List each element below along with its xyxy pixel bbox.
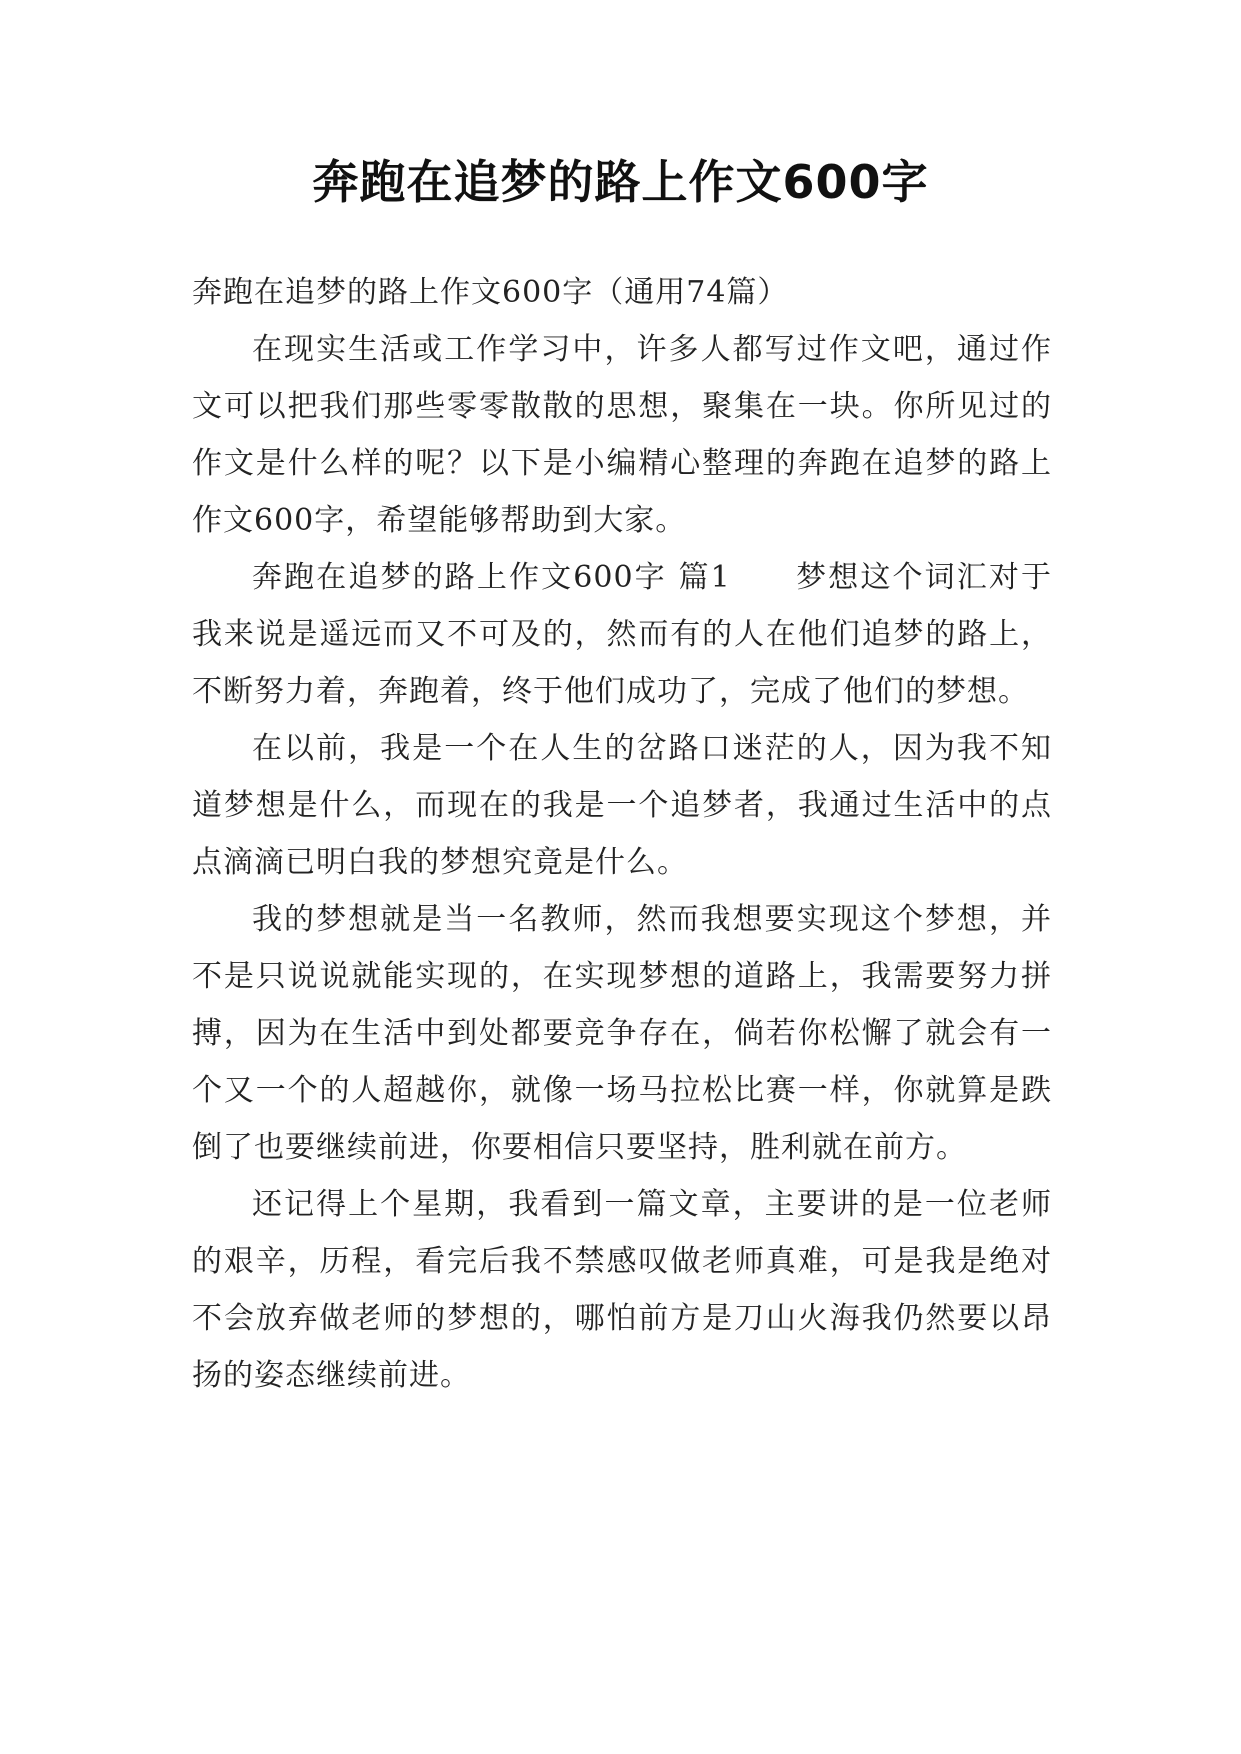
paragraph: 我的梦想就是当一名教师，然而我想要实现这个梦想，并不是只说说就能实现的，在实现梦想的道路上，我需要努力拼搏，因为在生活中到处都要竞争存在，倘若你松懈了就会有一个又一个的人超越你，就像一场马拉松比赛一样，你就算是跌倒了也要继续前进，你要相信只要坚持，胜利就在前方。 [192, 902, 1052, 1165]
document-title: 奔跑在追梦的路上作文600字 [312, 155, 929, 209]
paragraph: 奔跑在追梦的路上作文600字 篇1 梦想这个词汇对于我来说是遥远而又不可及的，然而有的人在他们追梦的路上，不断努力着，奔跑着，终于他们成功了，完成了他们的梦想。 [192, 560, 1052, 709]
document-body [192, 264, 1052, 1404]
subtitle-line: 奔跑在追梦的路上作文600字（通用74篇） [192, 275, 789, 310]
paragraph: 还记得上个星期，我看到一篇文章，主要讲的是一位老师的艰辛，历程，看完后我不禁感叹做老师真难，可是我是绝对不会放弃做老师的梦想的，哪怕前方是刀山火海我仍然要以昂扬的姿态继续前进。 [192, 1187, 1052, 1393]
paragraph: 在以前，我是一个在人生的岔路口迷茫的人，因为我不知道梦想是什么，而现在的我是一个追梦者，我通过生活中的点点滴滴已明白我的梦想究竟是什么。 [192, 731, 1052, 880]
paragraph: 在现实生活或工作学习中，许多人都写过作文吧，通过作文可以把我们那些零零散散的思想，聚集在一块。你所见过的作文是什么样的呢？以下是小编精心整理的奔跑在追梦的路上作文600字，希望能够帮助到大家。 [192, 332, 1052, 538]
